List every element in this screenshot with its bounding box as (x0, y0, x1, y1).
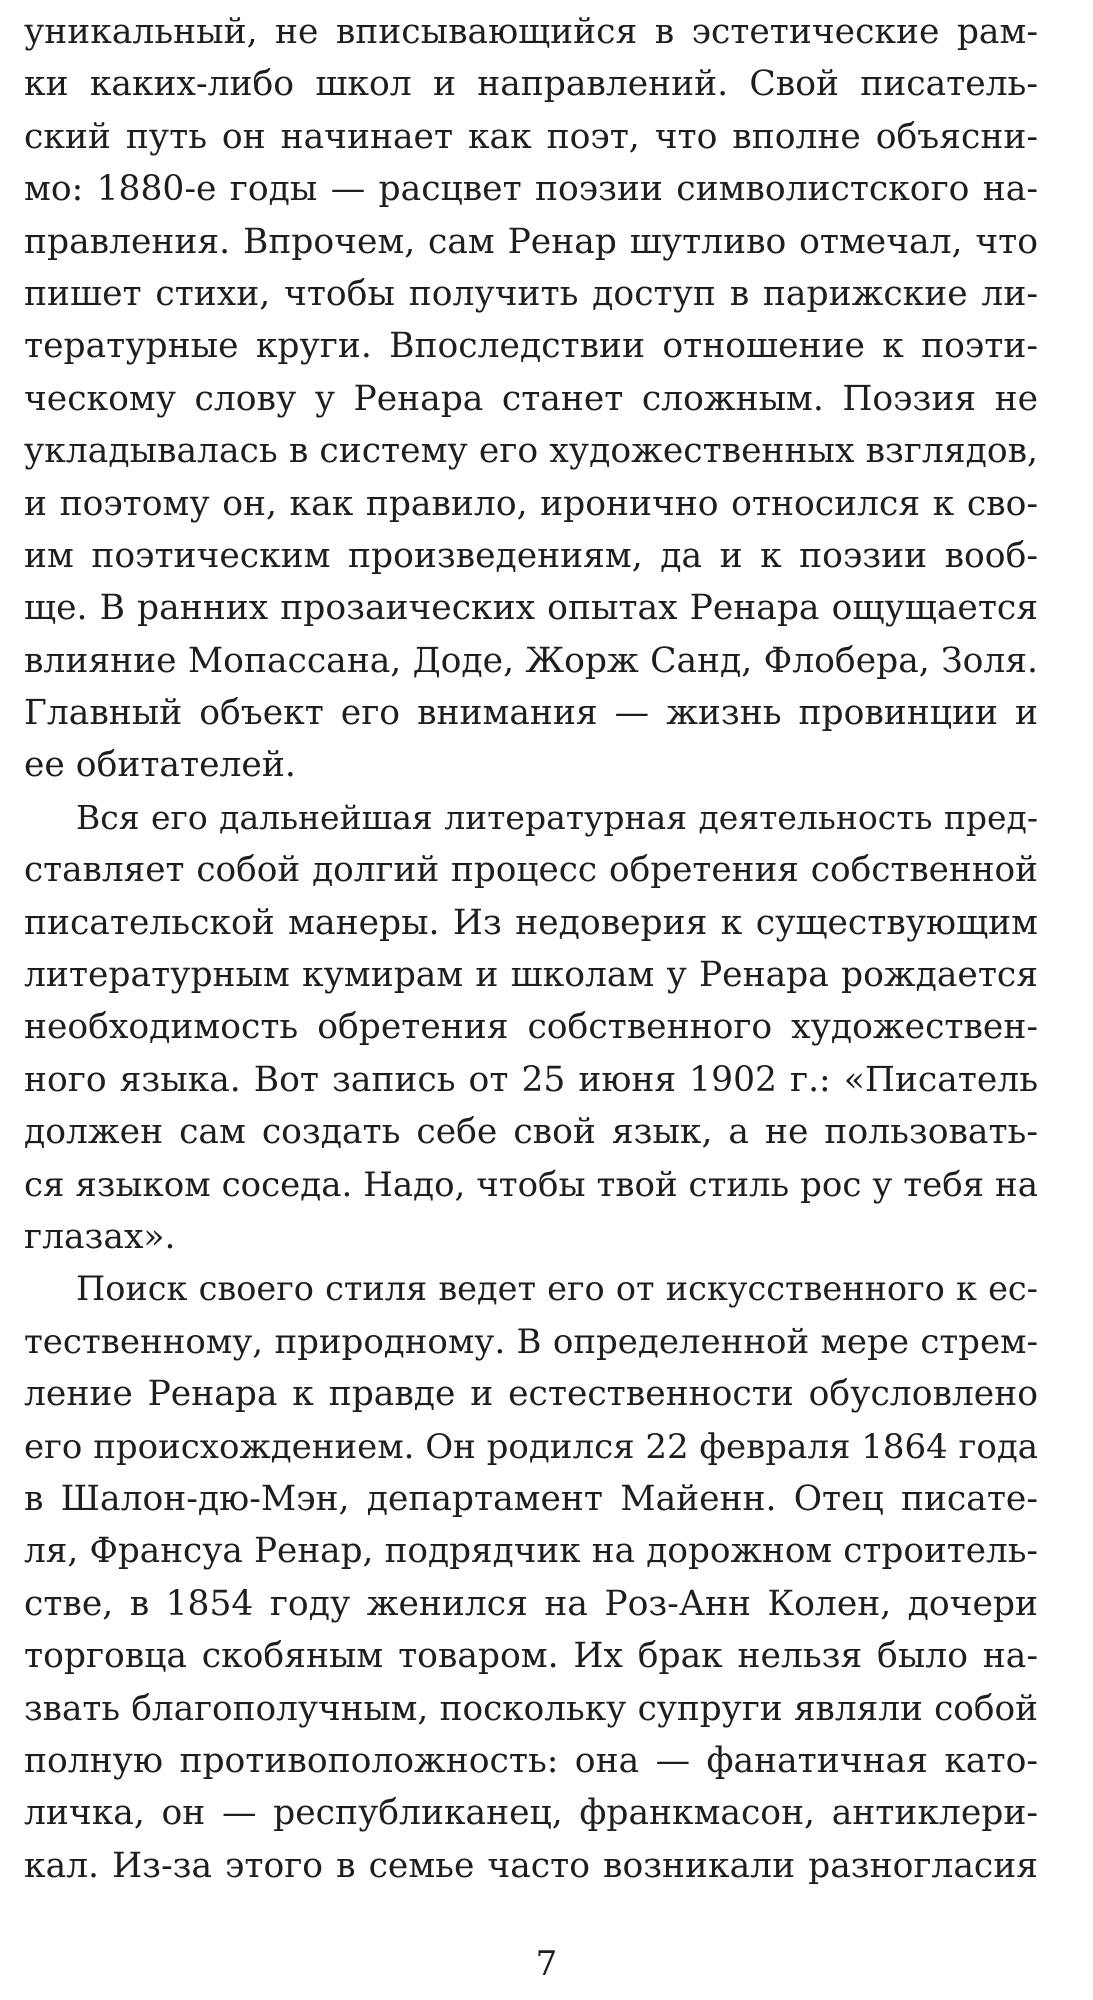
text-line: личка, он — республиканец, франкмасон, антиклери- (24, 1793, 1038, 1834)
text-line: влияние Мопассана, Доде, Жорж Санд, Флобера, Золя. (24, 640, 1038, 681)
page-body (24, 6, 1038, 1892)
text-line: ческому слову у Ренара станет сложным. Поэзия не (24, 378, 1038, 419)
text-line: ля, Франсуа Ренар, подрядчик на дорожном строитель- (24, 1531, 1038, 1572)
text-line: ся языком соседа. Надо, чтобы твой стиль рос у тебя на (24, 1164, 1038, 1205)
text-line: ставляет собой долгий процесс обретения собственной (24, 850, 1038, 891)
page-number: 7 (535, 1944, 558, 1984)
text-line: пишет стихи, чтобы получить доступ в парижские ли- (24, 273, 1038, 314)
text-line: им поэтическим произведениям, да и к поэзии вооб- (24, 535, 1038, 576)
text-line: правления. Впрочем, сам Ренар шутливо отмечал, что (24, 221, 1038, 262)
text-line: торговца скобяным товаром. Их брак нельзя было на- (24, 1636, 1038, 1677)
text-line: ки каких-либо школ и направлений. Свой писатель- (24, 64, 1038, 105)
paragraph-2 (24, 792, 1038, 1264)
text-line: глазах». (24, 1216, 176, 1257)
text-line: писательской манеры. Из недоверия к существующим (24, 902, 1038, 943)
text-line: укладывалась в систему его художественных взглядов, (24, 431, 1038, 472)
text-line: тественному, природному. В определенной мере стрем- (24, 1321, 1038, 1362)
text-line: мо: 1880-е годы — расцвет поэзии символистского на- (24, 169, 1038, 210)
paragraph-3 (24, 1263, 1038, 1892)
text-line: Главный объект его внимания — жизнь провинции и (24, 693, 1038, 734)
text-line: должен сам создать себе свой язык, а не пользовать- (24, 1112, 1038, 1153)
text-line: тературные круги. Впоследствии отношение к поэти- (24, 326, 1038, 367)
text-line: ский путь он начинает как поэт, что вполне объясни- (24, 116, 1038, 157)
text-line: ление Ренара к правде и естественности обусловлено (24, 1374, 1038, 1415)
text-line: Поиск своего стиля ведет его от искусственного к ес- (76, 1269, 1038, 1309)
paragraph-1 (24, 6, 1038, 792)
text-line: звать благополучным, поскольку супруги являли собой (24, 1688, 1038, 1729)
text-line: Вся его дальнейшая литературная деятельность пред- (76, 797, 1038, 837)
text-line: уникальный, не вписывающийся в эстетические рам- (24, 12, 1038, 52)
text-line: в Шалон-дю-Мэн, департамент Майенн. Отец писате- (24, 1478, 1038, 1519)
text-line: кал. Из-за этого в семье часто возникали разногласия (24, 1845, 1038, 1886)
text-line: и поэтому он, как правило, иронично относился к сво- (24, 483, 1038, 524)
text-line: его происхождением. Он родился 22 февраля 1864 года (24, 1426, 1039, 1467)
text-line: полную противоположность: она — фанатичная като- (24, 1740, 1038, 1781)
text-line: ного языка. Вот запись от 25 июня 1902 г.: «Писатель (24, 1059, 1038, 1100)
text-line: литературным кумирам и школам у Ренара рождается (24, 955, 1038, 996)
text-line: ще. В ранних прозаических опытах Ренара ощущается (24, 588, 1038, 629)
text-line: ее обитателей. (24, 745, 296, 786)
text-line: необходимость обретения собственного художествен- (24, 1007, 1038, 1048)
text-line: стве, в 1854 году женился на Роз-Анн Колен, дочери (24, 1583, 1038, 1624)
